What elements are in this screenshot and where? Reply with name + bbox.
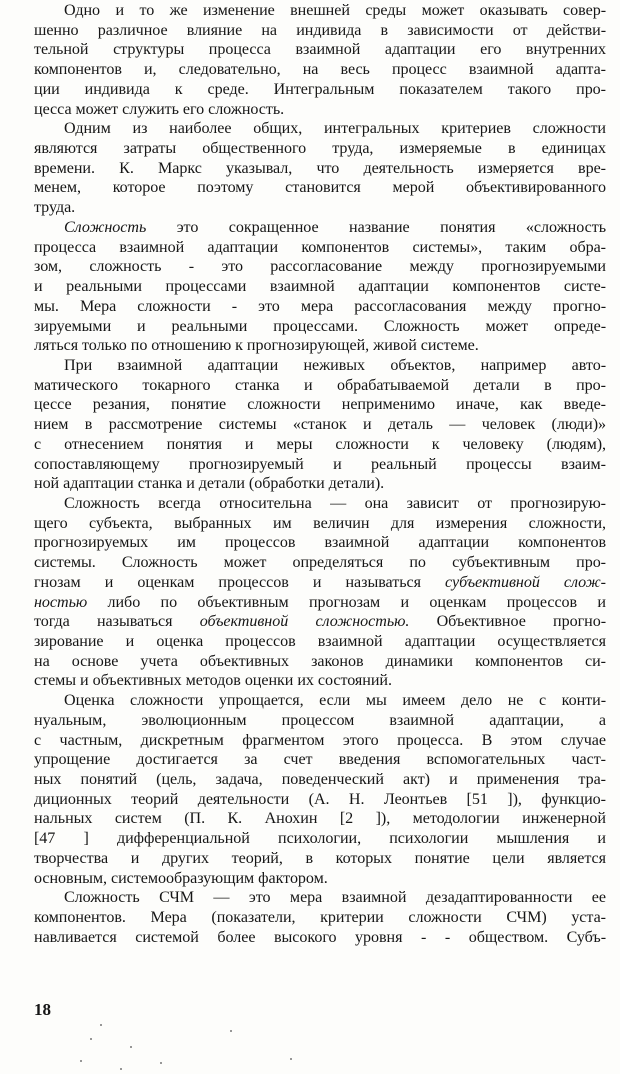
text-line: ляться только по отношению к прогнозирующей, живой системе. (34, 337, 479, 355)
text-line: компонентов. Мера (показатели, критерии сложности СЧМ) уста- (34, 909, 606, 927)
text-line: зом, сложность - это рассогласование между прогнозируемыми (34, 258, 606, 276)
text-line: ных понятий (цель, задача, поведенческий акт) и применения тра- (34, 771, 606, 789)
text-line: менем, которое поэтому становится мерой объективированного (34, 179, 606, 197)
text-line: сопоставляющему прогнозируемый и реальный процессы взаим- (34, 455, 606, 473)
text-line: являются затраты общественного труда, измеряемые в единицах (34, 140, 606, 158)
text-line: основным, системообразующим фактором. (34, 869, 328, 887)
text-line: системы. Сложность может определяться по субъективным про- (34, 554, 606, 572)
text-line: ной адаптации станка и детали (обработки детали). (34, 475, 385, 493)
text-line: творчества и других теорий, в которых понятие цели является (34, 849, 606, 867)
text-line: шенно различное влияние на индивида в зависимости от действи- (34, 21, 606, 39)
text-line: упрощение достигается за счет введения вспомогательных част- (34, 751, 606, 769)
text-line: цесса может служить его сложность. (34, 100, 285, 118)
text-line: с отнесением понятия и меры сложности к человеку (людям), (34, 435, 606, 453)
text-line: на основе учета объективных законов динамики компонентов си- (34, 652, 606, 670)
text-line: гнозам и оценкам процессов и называться субъективной слож- (34, 573, 606, 591)
text-line: мы. Мера сложности - это мера рассогласования между прогно- (34, 297, 606, 315)
text-line: нуальным, эволюционным процессом взаимной адаптации, а (34, 711, 606, 729)
text-line: Одним из наиболее общих, интегральных критериев сложности (64, 120, 606, 138)
text-line: компонентов и, следовательно, на весь процесс взаимной адапта- (34, 61, 606, 79)
text-line: матического токарного станка и обрабатываемой детали в про- (34, 376, 606, 394)
text-line: процесса взаимной адаптации компонентов системы», таким обра- (34, 238, 606, 256)
scan-specks (60, 1020, 360, 1074)
term-italic: Сложность (64, 218, 147, 236)
text-line: и реальными процессами взаимной адаптации компонентов систе- (34, 278, 606, 296)
page-number: 18 (34, 1000, 51, 1019)
term-italic: субъективной слож- (445, 573, 606, 591)
text-line: стемы и объективных методов оценки их состояний. (34, 672, 392, 690)
text-line: диционных теорий деятельности (А. Н. Леонтьев [51 ]), функцио- (34, 790, 606, 808)
text-line: Одно и то же изменение внешней среды может оказывать совер- (64, 2, 606, 19)
text-line: тогда называться объективной сложностью. Объективное прогно- (34, 613, 606, 631)
text-line: цессе резания, понятие сложности неприменимо иначе, как введе- (34, 396, 606, 414)
text-line: нием в рассмотрение системы «станок и деталь — человек (люди)» (34, 416, 606, 434)
text-line: труда. (34, 199, 76, 217)
text-line: Сложность это сокращенное название понятия «сложность (64, 218, 606, 236)
body-text (34, 1, 606, 948)
text-line: Сложность всегда относительна — она зависит от прогнозирую- (64, 494, 606, 512)
text-line: ции индивида к среде. Интегральным показателем такого про- (34, 80, 606, 98)
text-line: времени. К. Маркс указывал, что деятельность измеряется вре- (34, 159, 606, 177)
text-line: [47 ] дифференциальной психологии, психологии мышления и (34, 830, 606, 848)
text-line: Сложность СЧМ — это мера взаимной дезадаптированности ее (64, 889, 606, 907)
term-italic: ностью (34, 593, 88, 611)
text-line: навливается системой более высокого уровня - - обществом. Субъ- (34, 928, 606, 946)
term-italic: объективной сложностью. (199, 613, 410, 631)
text-line: прогнозируемых им процессов взаимной адаптации компонентов (34, 534, 606, 552)
text-line: зирование и оценка процессов взаимной адаптации осуществляется (34, 633, 606, 650)
text-line: При взаимной адаптации неживых объектов, например авто- (64, 356, 606, 374)
text-line: ностью либо по объективным прогнозам и оценкам процессов и (34, 593, 606, 611)
text-line: зируемыми и реальными процессами. Сложность может опреде- (34, 317, 606, 335)
text-line: щего субъекта, выбранных им величин для измерения сложности, (34, 514, 606, 532)
text-line: нальных систем (П. К. Анохин [2 ]), методологии инженерной (34, 810, 606, 828)
text-line: с частным, дискретным фрагментом этого процесса. В этом случае (34, 731, 606, 749)
text-line: тельной структуры процесса взаимной адаптации его внутренних (34, 41, 606, 59)
text-line: Оценка сложности упрощается, если мы имеем дело не с конти- (64, 692, 606, 710)
